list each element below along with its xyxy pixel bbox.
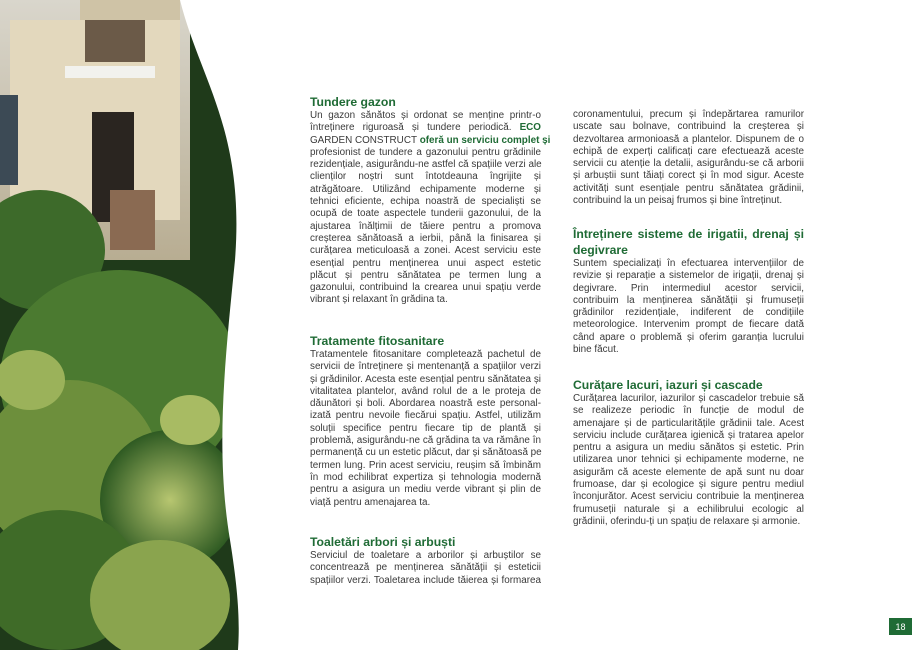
section — [573, 226, 804, 356]
paragraph-line: asigurăm că aceste elemente de apă sunt nu doar — [573, 466, 804, 478]
paragraph-line: Serviciul de toaletare a arborilor și arbuștilor se — [310, 550, 541, 561]
paragraph-line: dăunători și boli. Abordarea noastră este personal- — [310, 398, 541, 410]
paragraph-line: gazonului, contribuind la crearea unui spațiu verde — [310, 282, 541, 294]
paragraph-line: tehnici eficiente, echipa noastră de specialiști se — [310, 196, 541, 208]
paragraph-line: permanență cu un estetic plăcut, dar și sănătoasă pe — [310, 447, 542, 459]
section-heading: degivrare — [573, 243, 628, 257]
paragraph-line: vitalitatea plantelor, având rolul de a le proteja de — [310, 385, 541, 397]
paragraph-line: pentru a asigura un mediu verde vibrant și plin de — [310, 484, 541, 496]
paragraph-line: servicii de întreținere și mentenanță a spațiilor verzi — [310, 361, 541, 373]
garden-house-photo — [0, 0, 250, 650]
paragraph-line: contribuim la menținerea sănătății și frumuseții — [573, 294, 804, 306]
paragraph-line: uscate sau bolnave, contribuind la creșterea și — [573, 121, 804, 133]
paragraph-line: în mod echilibrat expertiza și tehnologia modernă — [310, 471, 541, 483]
paragraph-line: esențial pentru menținerea unui aspect estetic — [310, 257, 541, 269]
paragraph-line: ocupă de toate aspectele tunderii gazonului, de la — [310, 208, 541, 220]
paragraph-line: curățarea meticuloasă a zonei. Acest serviciu este — [310, 245, 541, 257]
paragraph-line: când apare o problemă și oferim garanția lucrului — [573, 331, 804, 343]
section — [310, 94, 551, 307]
paragraph-line: Suntem specializați în efectuarea intervențiilor de — [573, 258, 804, 269]
paragraph-line: servicii cu atenție la detalii, asigurându-se că arborii — [573, 158, 804, 170]
section — [310, 534, 541, 587]
paragraph-line: activități sunt esențiale pentru sănătatea grădinii, — [573, 182, 804, 194]
paragraph-line: utilizarea unor tehnici și echipamente moderne, ne — [573, 454, 804, 466]
paragraph-line: echipă de experți calificați care efectuează aceste — [573, 145, 804, 157]
paragraph-line: atrăgătoare. Utilizând echipamente moderne și — [310, 183, 541, 195]
paragraph-line: întreținere riguroasă și tundere periodică. ECO — [310, 122, 541, 134]
paragraph-line: spațiilor verzi. Toaletarea include tăierea și formarea — [310, 574, 541, 586]
paragraph-line: serviciu include curățarea igienică și tratarea apelor — [573, 429, 804, 441]
section-heading: Întreținere sisteme de irigatii, drenaj și — [573, 227, 804, 241]
section-heading: Toaletări arbori și arbuști — [310, 535, 456, 549]
paragraph-line: concentrează pe menținerea sănătății și esteticii — [310, 562, 541, 574]
paragraph-line: problemă, asigurându-ne că grădina ta va rămâne în — [310, 435, 541, 447]
section-heading: Tratamente fitosanitare — [310, 334, 445, 348]
paragraph-line: grădinii, oferindu-ți un spațiu de relaxare și armonie. — [573, 515, 801, 527]
paragraph-line: viață pentru amenajarea ta. — [310, 496, 431, 508]
paragraph-line: plăcut și pentru sănătatea pe termen lung a — [310, 269, 541, 281]
paragraph-line: contribuind la un peisaj frumos și bine întreținut. — [573, 195, 783, 207]
section — [573, 377, 804, 528]
paragraph-line: revizie și reparație a sistemelor de irigații, drenaj și — [573, 270, 804, 282]
paragraph-line: coronamentului, precum și îndepărtarea ramurilor — [573, 109, 804, 120]
paragraph-line: rezidențiale, asigurându-ne astfel că spațiile verzi ale — [310, 159, 542, 171]
section-heading: Tundere gazon — [310, 95, 396, 109]
section — [310, 333, 541, 509]
paragraph-line: profesionist de tundere a gazonului pentru grădinile — [310, 146, 541, 158]
page-number: 18 — [889, 618, 912, 635]
paragraph-line: GARDEN CONSTRUCT oferă un serviciu complet și — [310, 134, 551, 146]
paragraph-line: Un gazon sănătos și ordonat se menține printr-o — [310, 110, 541, 121]
paragraph-line: bine făcut. — [573, 344, 619, 356]
paragraph-line: izată pentru nevoile fiecărui spațiu. Astfel, utilizăm — [310, 410, 541, 422]
paragraph-line: Tratamentele fitosanitare completează pachetul de — [310, 349, 541, 360]
section — [573, 109, 804, 207]
paragraph-line: și arbuștii sunt tăiați corect și în mod sigur. Aceste — [573, 170, 804, 182]
paragraph-line: termen lung. Prin acest serviciu, reușim să îmbinăm — [310, 459, 541, 471]
section-heading: Curățare lacuri, iazuri și cascade — [573, 378, 763, 392]
paragraph-line: amenajare și de particularitățile grădinii tale. Acest — [573, 417, 804, 429]
paragraph-line: soluții specifice pentru fiecare tip de plantă și — [310, 422, 541, 434]
paragraph-line: grădinilor rezidențiale, indiferent de condițiile — [573, 307, 804, 319]
paragraph-line: ajustarea înălțimii de tăiere pentru a promova — [310, 220, 541, 232]
paragraph-line: frumuseții naturale și a echilibrului ecologic al — [573, 503, 804, 515]
paragraph-line: meteorologice. Intervenim prompt de fiecare dată — [573, 319, 804, 331]
paragraph-line: înconjurător. Acest serviciu contribuie la menținerea — [573, 491, 804, 503]
paragraph-line: se realizeze periodic în funcție de modul de — [573, 405, 804, 417]
paragraph-line: dezvoltarea armonioasă a plantelor. Dispunem de o — [573, 133, 804, 145]
paragraph-line: degivrare. Prin intermediul acestor servicii, — [573, 282, 804, 294]
paragraph-line: vibrant și relaxant în grădina ta. — [310, 294, 448, 306]
paragraph-line: și grădinilor. Acesta este esențial pentru sănătatea și — [310, 373, 541, 385]
paragraph-line: pentru a asigura un mediu sănătos și estetic. Prin — [573, 442, 804, 454]
paragraph-line: frumoase, dar și ecologice și sigure pentru mediul — [573, 479, 804, 491]
paragraph-line: Curățarea lacurilor, iazurilor și cascadelor trebuie să — [573, 393, 804, 404]
paragraph-line: clienților noștri sunt întotdeauna îngrijite și — [310, 171, 541, 183]
paragraph-line: creșterea sănătoasă a ierbii, până la finisarea și — [310, 232, 541, 244]
